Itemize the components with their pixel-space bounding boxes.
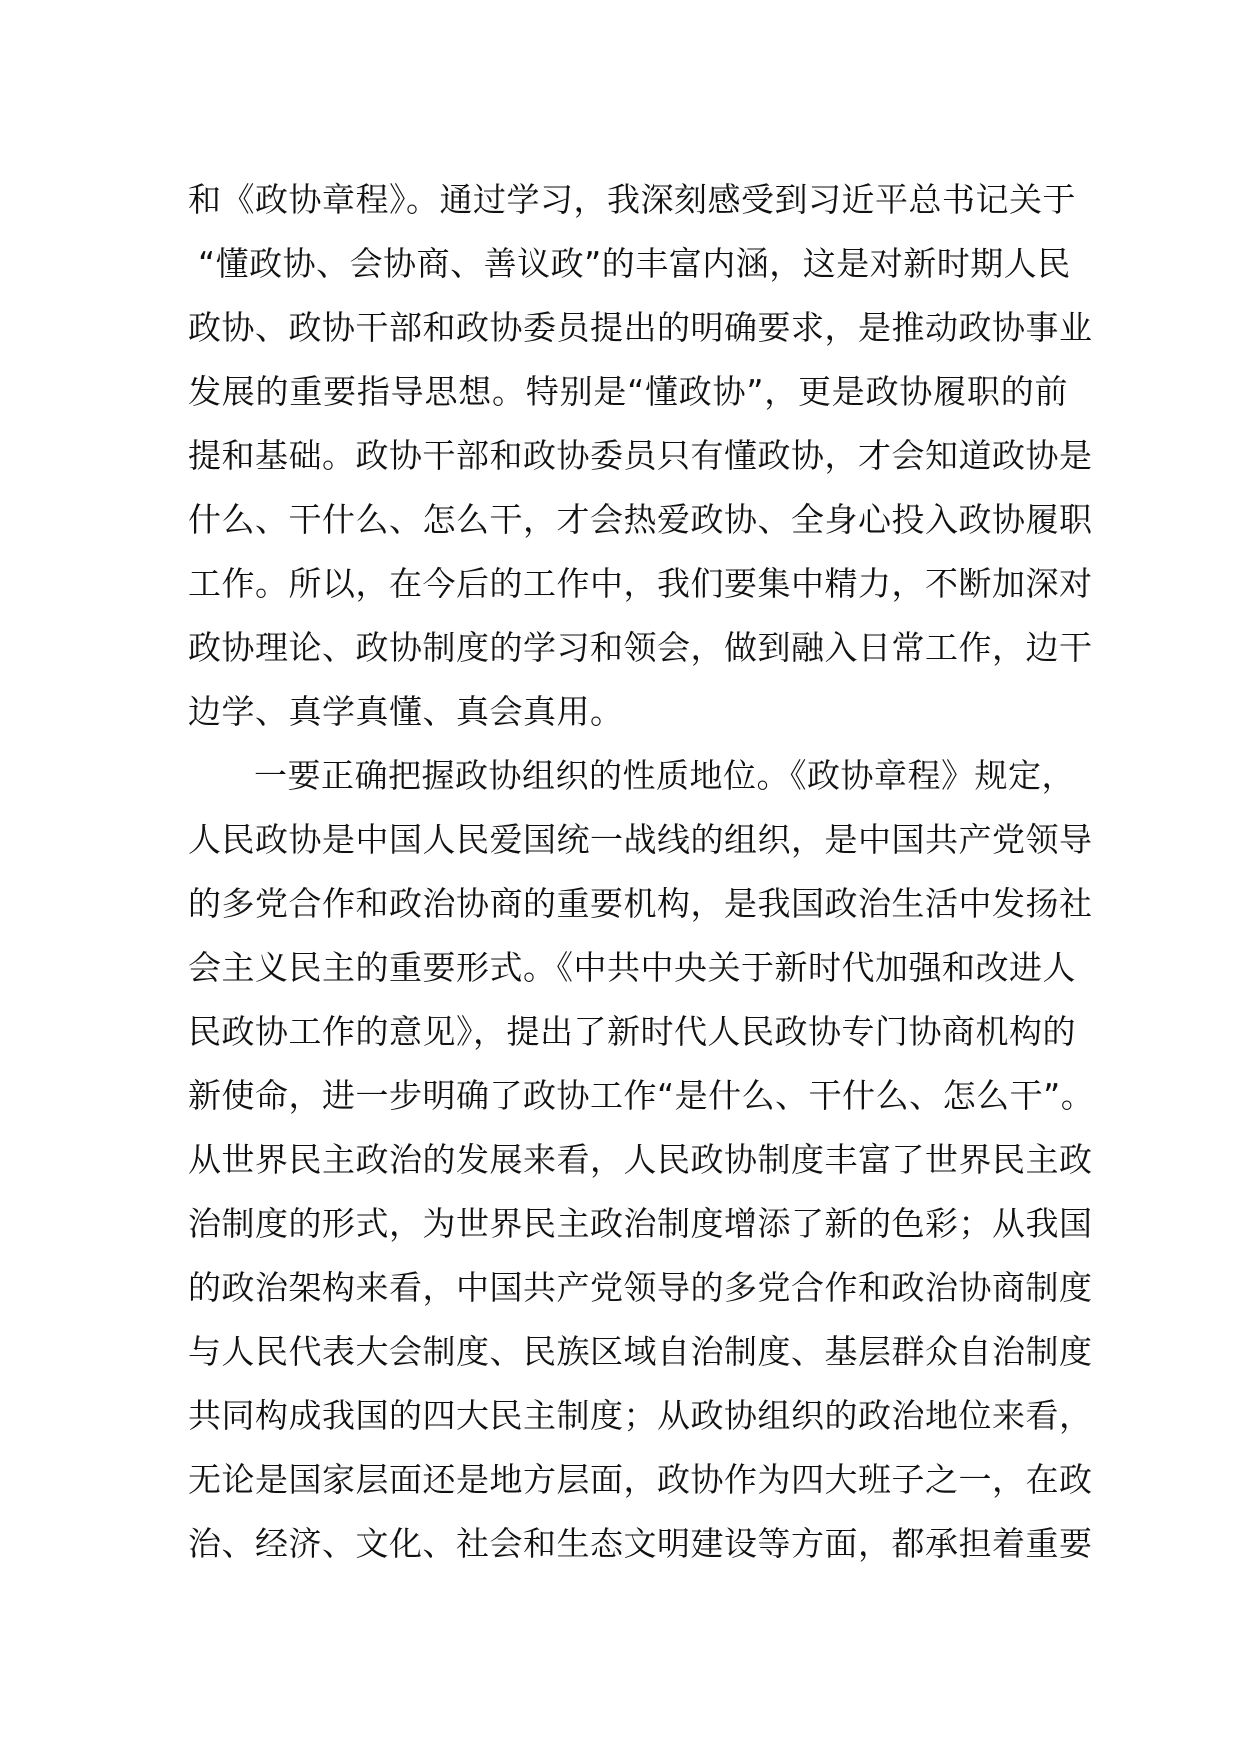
text-line: 和《政协章程》。通过学习，我深刻感受到习近平总书记关于	[188, 180, 1076, 219]
text-line: “懂政协、会协商、善议政”的丰富内涵，这是对新时期人民	[198, 244, 1071, 283]
text-line: 提和基础。政协干部和政协委员只有懂政协，才会知道政协是	[188, 436, 1093, 475]
text-line: 的多党合作和政治协商的重要机构，是我国政治生活中发扬社	[188, 884, 1093, 923]
text-line: 治、经济、文化、社会和生态文明建设等方面，都承担着重要	[188, 1524, 1093, 1563]
text-line: 会主义民主的重要形式。《中共中央关于新时代加强和改进人	[188, 948, 1076, 987]
text-line: 与人民代表大会制度、民族区域自治制度、基层群众自治制度	[188, 1332, 1093, 1371]
text-line: 什么、干什么、怎么干，才会热爱政协、全身心投入政协履职	[188, 500, 1093, 539]
text-line: 政协理论、政协制度的学习和领会，做到融入日常工作，边干	[188, 628, 1093, 667]
text-line: 无论是国家层面还是地方层面，政协作为四大班子之一，在政	[188, 1460, 1093, 1499]
text-line: 新使命，进一步明确了政协工作“是什么、干什么、怎么干”。	[188, 1076, 1095, 1115]
text-line: 共同构成我国的四大民主制度；从政协组织的政治地位来看，	[188, 1396, 1093, 1435]
text-line: 工作。所以，在今后的工作中，我们要集中精力，不断加深对	[188, 564, 1093, 603]
paragraph-first-line: 一要正确把握政协组织的性质地位。《政协章程》规定，	[254, 756, 1075, 795]
text-line: 边学、真学真懂、真会真用。	[188, 692, 624, 731]
body-text	[188, 168, 1095, 1576]
text-line: 人民政协是中国人民爱国统一战线的组织，是中国共产党领导	[188, 820, 1093, 859]
text-line: 从世界民主政治的发展来看，人民政协制度丰富了世界民主政	[188, 1140, 1093, 1179]
text-line: 的政治架构来看，中国共产党领导的多党合作和政治协商制度	[188, 1268, 1093, 1307]
text-line: 民政协工作的意见》，提出了新时代人民政协专门协商机构的	[188, 1012, 1076, 1051]
text-line: 政协、政协干部和政协委员提出的明确要求，是推动政协事业	[188, 308, 1093, 347]
text-line: 发展的重要指导思想。特别是“懂政协”，更是政协履职的前	[188, 372, 1068, 411]
text-line: 治制度的形式，为世界民主政治制度增添了新的色彩；从我国	[188, 1204, 1093, 1243]
